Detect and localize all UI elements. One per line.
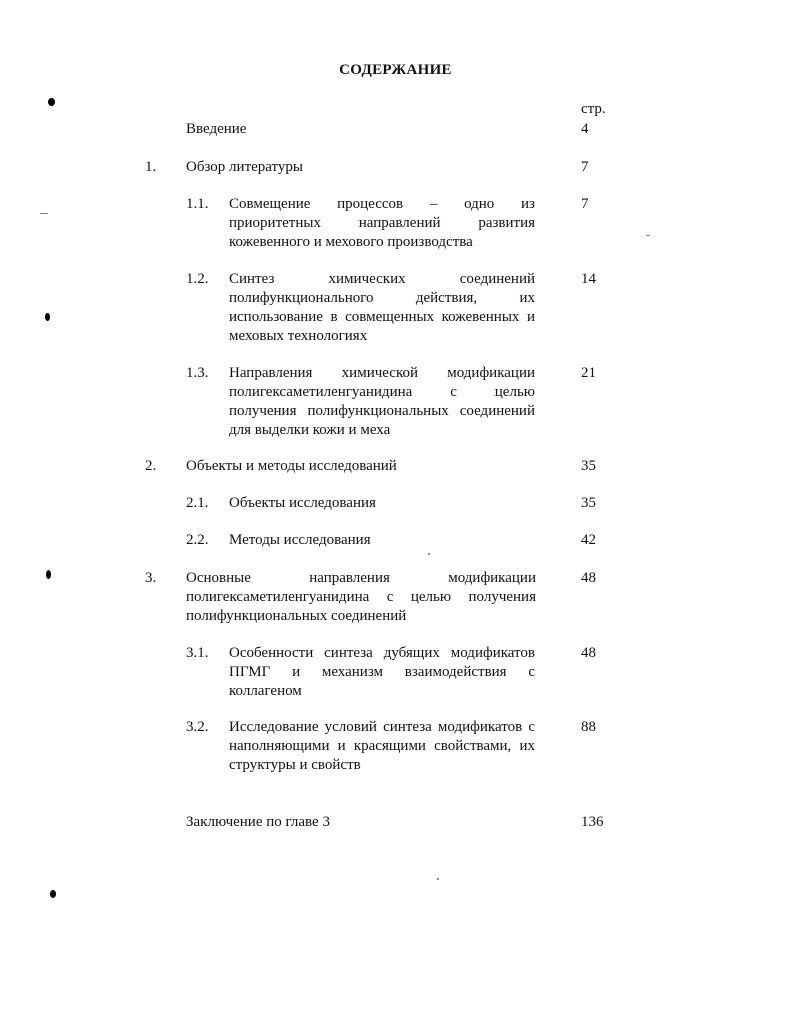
toc-entry-page: 136: [581, 814, 604, 830]
toc-entry-text: Совмещение процессов – одно из приоритетных направлений развития кожевенного и мехового производства: [229, 196, 535, 250]
toc-entry-page: 21: [581, 365, 596, 381]
scan-mark: [437, 878, 439, 880]
toc-entry-text: Методы исследования: [229, 532, 371, 548]
scan-mark: [646, 235, 650, 236]
toc-entry-text: Особенности синтеза дубящих модификатов ПГМГ и механизм взаимодействия с коллагеном: [229, 645, 535, 699]
page-title: СОДЕРЖАНИЕ: [339, 62, 452, 78]
toc-entry-text: Основные направления модификации полигексаметиленгуанидина с целью получения полифункциональных соединений: [186, 570, 536, 624]
toc-entry-page: 14: [581, 271, 596, 287]
scan-mark: [428, 553, 430, 555]
toc-entry-number: 2.: [145, 458, 157, 474]
toc-entry-page: 7: [581, 159, 589, 175]
toc-entry-text: Исследование условий синтеза модификатов с наполняющими и красящими свойствами, их структуры и свойств: [229, 719, 535, 773]
toc-entry-number: 3.: [145, 570, 157, 586]
toc-entry-text: Направления химической модификации полигексаметиленгуанидина с целью получения полифункциональных соединений для выделки кожи и меха: [229, 365, 535, 438]
toc-entry-page: 48: [581, 570, 596, 586]
toc-entry-number: 1.3.: [186, 365, 209, 381]
toc-entry-page: 48: [581, 645, 596, 661]
toc-entry-number: 1.2.: [186, 271, 209, 287]
page-column-label: стр.: [581, 101, 606, 117]
toc-entry-text: Объекты и методы исследований: [186, 458, 397, 474]
toc-entry-number: 1.: [145, 159, 157, 175]
scan-speck: [45, 313, 50, 321]
toc-entry-page: 88: [581, 719, 596, 735]
toc-entry-number: 2.2.: [186, 532, 209, 548]
toc-entry-text: Объекты исследования: [229, 495, 376, 511]
scan-speck: [48, 98, 55, 106]
toc-entry-text: Введение: [186, 121, 247, 137]
toc-entry-page: 42: [581, 532, 596, 548]
toc-entry-number: 1.1.: [186, 196, 209, 212]
toc-entry-text: Заключение по главе 3: [186, 814, 330, 830]
toc-entry-page: 4: [581, 121, 589, 137]
toc-entry-page: 7: [581, 196, 589, 212]
toc-entry-number: 2.1.: [186, 495, 209, 511]
toc-entry-text: Обзор литературы: [186, 159, 303, 175]
toc-entry-number: 3.1.: [186, 645, 209, 661]
toc-entry-text: Синтез химических соединений полифункционального действия, их использование в совмещенных кожевенных и меховых технологиях: [229, 271, 535, 344]
scan-mark: [40, 213, 48, 214]
toc-entry-page: 35: [581, 495, 596, 511]
scan-speck: [50, 890, 56, 898]
toc-entry-page: 35: [581, 458, 596, 474]
toc-entry-number: 3.2.: [186, 719, 209, 735]
scan-speck: [46, 570, 51, 579]
